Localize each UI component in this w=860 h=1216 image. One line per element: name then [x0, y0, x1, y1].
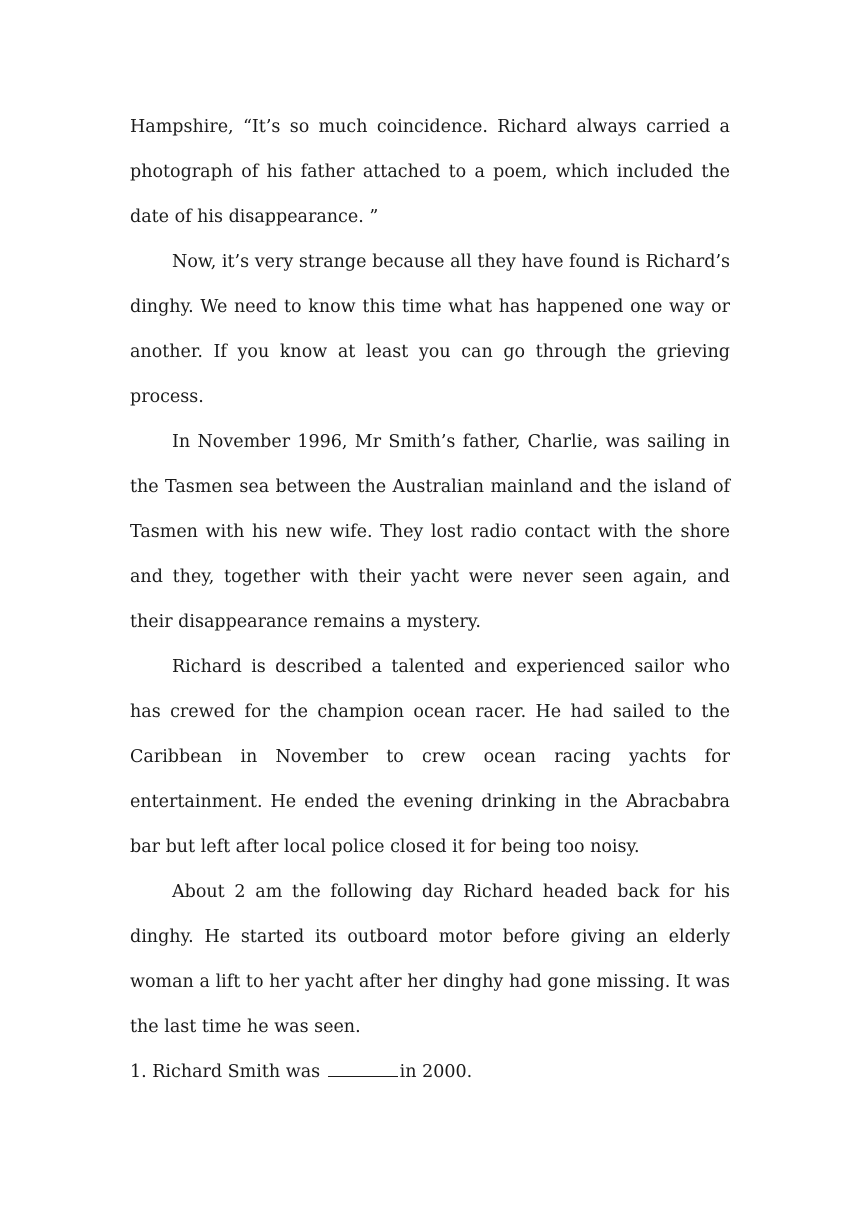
- question-1: [130, 1050, 730, 1095]
- question-1-prefix: 1. Richard Smith was: [130, 1062, 326, 1082]
- answer-blank: [328, 1058, 398, 1077]
- paragraph-dinghy-found: Now, it’s very strange because all they have found is Richard’s dinghy. We need to know this time what has happened one way or another. If you know at least you can go through the grieving process.: [130, 252, 730, 407]
- question-1-suffix: in 2000.: [399, 1062, 473, 1082]
- document-page: [130, 105, 730, 1095]
- paragraph-hampshire-quote: Hampshire, “It’s so much coincidence. Richard always carried a photograph of his father attached to a poem, which included the date of his disappearance. ”: [130, 117, 730, 227]
- paragraph-richard-sailor: Richard is described a talented and experienced sailor who has crewed for the champion ocean racer. He had sailed to the Caribbean in November to crew ocean racing yachts for entertainment. He ended the evening drinking in the Abracbabra bar but left after local police closed it for being too noisy.: [130, 657, 730, 857]
- paragraph-father-disappearance: In November 1996, Mr Smith’s father, Charlie, was sailing in the Tasmen sea between the Australian mainland and the island of Tasmen with his new wife. They lost radio contact with the shore and they, together with their yacht were never seen again, and their disappearance remains a mystery.: [130, 432, 730, 632]
- paragraph-last-seen: About 2 am the following day Richard headed back for his dinghy. He started its outboard motor before giving an elderly woman a lift to her yacht after her dinghy had gone missing. It was the last time he was seen.: [130, 882, 730, 1037]
